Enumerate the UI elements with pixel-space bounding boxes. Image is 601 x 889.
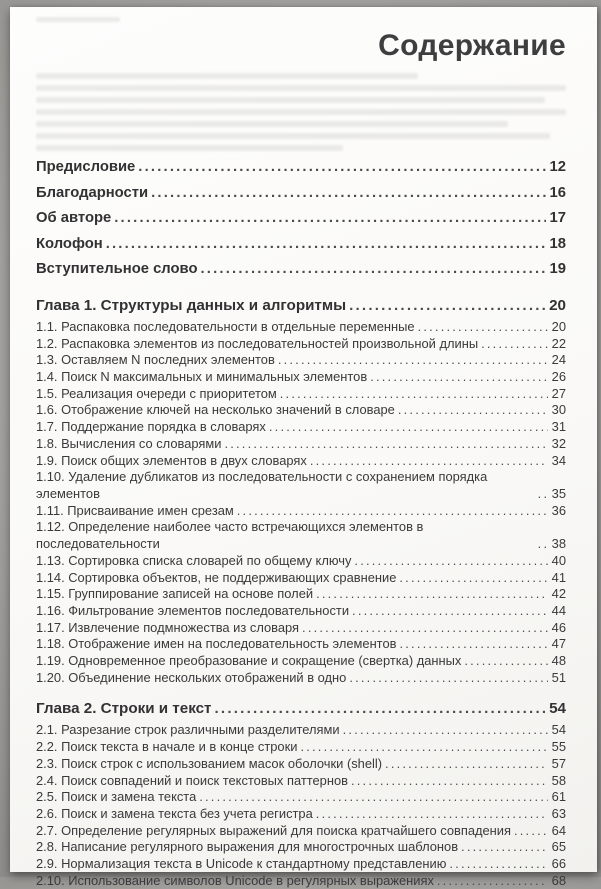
entry-label: 1.4. Поиск N максимальных и минимальных элементов	[36, 369, 368, 385]
dot-leader	[280, 386, 548, 403]
entry-label: 1.3. Оставляем N последних элементов	[36, 352, 275, 368]
dot-leader	[199, 789, 547, 806]
dot-leader	[464, 653, 547, 670]
entry-label: 2.1. Разрезание строк различными разделителями	[36, 722, 340, 738]
toc-entry-front	[36, 232, 566, 258]
entry-page-number: 20	[549, 296, 566, 314]
entry-page-number: 40	[551, 552, 566, 568]
toc-entry-section	[36, 519, 566, 552]
entry-page-number: 22	[551, 335, 566, 351]
toc-entry-section	[36, 636, 566, 653]
toc-entry-section	[36, 856, 566, 873]
dot-leader	[352, 603, 548, 620]
toc-entry-section	[36, 620, 566, 637]
toc-entry-section	[36, 436, 566, 453]
entry-label: 1.5. Реализация очереди с приоритетом	[36, 385, 277, 401]
toc-entry-section	[36, 756, 566, 773]
dot-leader	[201, 257, 546, 283]
toc-entry-section	[36, 319, 566, 336]
dot-leader	[138, 155, 545, 181]
entry-page-number: 38	[551, 536, 566, 552]
dot-leader	[418, 319, 548, 336]
entry-label: 1.11. Присваивание имен срезам	[36, 502, 234, 518]
entry-page-number: 24	[551, 352, 566, 368]
dot-leader	[514, 823, 548, 840]
toc-entry-section	[36, 789, 566, 806]
toc-entry-section	[36, 739, 566, 756]
entry-label: 1.13. Сортировка списка словарей по общему ключу	[36, 552, 352, 568]
dot-leader	[302, 620, 548, 637]
dot-leader	[399, 636, 547, 653]
dot-leader	[538, 536, 548, 553]
entry-page-number: 65	[551, 839, 566, 855]
toc-entry-section	[36, 603, 566, 620]
entry-page-number: 31	[551, 419, 566, 435]
toc-entry-section	[36, 336, 566, 353]
toc-entry-section	[36, 453, 566, 470]
toc-entry-front	[36, 206, 566, 232]
toc-entry-section	[36, 839, 566, 856]
entry-label: 1.6. Отображение ключей на несколько значений в словаре	[36, 402, 395, 418]
entry-label: 1.16. Фильтрование элементов последовательности	[36, 602, 350, 618]
dot-leader	[398, 402, 548, 419]
entry-page-number: 35	[551, 486, 566, 501]
dot-leader	[151, 181, 545, 207]
toc-entry-section	[36, 586, 566, 603]
entry-label: 1.9. Поиск общих элементов в двух словарях	[36, 452, 307, 468]
dot-leader	[269, 419, 548, 436]
entry-label: 2.2. Поиск текста в начале и в конце строки	[36, 739, 298, 755]
entry-label: 2.3. Поиск строк с использованием масок оболочки (shell)	[36, 755, 383, 771]
dot-leader	[481, 336, 548, 353]
entry-page-number: 66	[551, 856, 566, 872]
show-through-header	[36, 17, 120, 22]
toc-entry-section	[36, 570, 566, 587]
entry-label: 2.8. Написание регулярного выражения для многострочных шаблонов	[36, 839, 459, 855]
entry-page-number: 44	[551, 602, 566, 618]
chapter-heading	[36, 296, 566, 316]
entry-label: Вступительное слово	[36, 261, 198, 278]
entry-label: 1.12. Определение наиболее часто встречающихся элементов в последовательности	[36, 519, 424, 552]
dot-leader	[343, 722, 548, 739]
entry-label: Благодарности	[36, 184, 149, 201]
toc-entry-section	[36, 722, 566, 739]
entry-label: 1.18. Отображение имен на последовательность элементов	[36, 636, 397, 652]
dot-leader	[349, 670, 547, 687]
dot-leader	[316, 586, 548, 603]
entry-label: 2.4. Поиск совпадений и поиск текстовых паттернов	[36, 772, 348, 788]
entry-page-number: 68	[551, 872, 566, 888]
entry-label: Глава 1. Структуры данных и алгоритмы	[36, 296, 347, 314]
entry-label: 2.9. Нормализация текста в Unicode к стандартному представлению	[36, 856, 447, 872]
dot-leader	[106, 232, 546, 258]
entry-page-number: 54	[549, 700, 566, 718]
dot-leader	[437, 873, 548, 889]
entry-page-number: 30	[551, 402, 566, 418]
entry-label: 1.2. Распаковка элементов из последовательностей произвольной длины	[36, 335, 479, 351]
toc-entry-section	[36, 419, 566, 436]
entry-page-number: 41	[551, 569, 566, 585]
toc-entry-section	[36, 386, 566, 403]
dot-leader	[224, 436, 547, 453]
entry-label: 2.10. Использование символов Unicode в регулярных выражениях	[36, 872, 434, 888]
toc-entry-section	[36, 823, 566, 840]
toc-entry-section	[36, 352, 566, 369]
entry-label: Об авторе	[36, 210, 112, 227]
entry-page-number: 42	[551, 586, 566, 602]
entry-page-number: 16	[549, 184, 566, 201]
dot-leader	[538, 486, 548, 503]
entry-label: 1.10. Удаление дубликатов из последовательности с сохранением порядка элементов	[36, 469, 488, 501]
entry-label: 1.19. Одновременное преобразование и сокращение (свертка) данных	[36, 653, 462, 669]
dot-leader	[351, 773, 548, 790]
entry-page-number: 34	[551, 452, 566, 468]
entry-page-number: 47	[551, 636, 566, 652]
entry-label: 1.8. Вычисления со словарями	[36, 435, 222, 451]
toc-entry-section	[36, 653, 566, 670]
entry-page-number: 20	[551, 318, 566, 334]
entry-label: 2.7. Определение регулярных выражений для поиска кратчайшего совпадения	[36, 822, 511, 838]
dot-leader	[370, 369, 547, 386]
entry-label: Предисловие	[36, 159, 136, 175]
entry-label: 1.1. Распаковка последовательности в отдельные переменные	[36, 318, 415, 334]
entry-label: Глава 2. Строки и текст	[36, 700, 212, 718]
toc-entry-section	[36, 773, 566, 790]
entry-page-number: 26	[551, 369, 566, 385]
toc-entry-section	[36, 503, 566, 520]
entry-page-number: 46	[551, 619, 566, 635]
toc-entry-section	[36, 806, 566, 823]
entry-label: 2.5. Поиск и замена текста	[36, 789, 197, 805]
dot-leader	[449, 856, 547, 873]
entry-page-number: 61	[551, 789, 566, 805]
entry-page-number: 63	[551, 805, 566, 821]
dot-leader	[214, 699, 545, 719]
entry-page-number: 54	[551, 722, 566, 738]
entry-label: 1.14. Сортировка объектов, не поддерживающих сравнение	[36, 569, 397, 585]
entry-page-number: 36	[551, 502, 566, 518]
entry-page-number: 48	[551, 653, 566, 669]
dot-leader	[278, 352, 548, 369]
entry-page-number: 27	[551, 385, 566, 401]
entry-label: 1.20. Объединение нескольких отображений в одно	[36, 669, 347, 685]
entry-page-number: 58	[551, 772, 566, 788]
entry-label: Колофон	[36, 235, 103, 252]
entry-page-number: 17	[549, 210, 566, 227]
entry-page-number: 12	[549, 159, 566, 175]
show-through-text	[36, 73, 566, 157]
chapter-heading	[36, 699, 566, 719]
toc-entry-front	[36, 155, 566, 181]
page-title: Содержание	[378, 29, 566, 62]
front-matter-list	[36, 155, 566, 283]
toc-entry-front	[36, 257, 566, 283]
dot-leader	[385, 756, 548, 773]
toc-entry-section	[36, 369, 566, 386]
entry-page-number: 57	[551, 755, 566, 771]
entry-label: 1.15. Группирование записей на основе полей	[36, 586, 314, 602]
dot-leader	[237, 503, 548, 520]
dot-leader	[316, 806, 548, 823]
book-page	[10, 7, 597, 888]
toc-entry-section	[36, 873, 566, 889]
entry-page-number: 55	[551, 739, 566, 755]
toc-entry-section	[36, 553, 566, 570]
toc-entry-section	[36, 670, 566, 687]
entry-page-number: 18	[549, 235, 566, 252]
dot-leader	[349, 296, 545, 316]
entry-page-number: 32	[551, 435, 566, 451]
dot-leader	[399, 570, 547, 587]
toc-entry-front	[36, 181, 566, 207]
dot-leader	[354, 553, 547, 570]
entry-page-number: 19	[549, 261, 566, 278]
dot-leader	[310, 453, 548, 470]
chapters-list	[36, 296, 566, 889]
toc-entry-section	[36, 402, 566, 419]
entry-label: 1.7. Поддержание порядка в словарях	[36, 419, 266, 435]
toc-entry-section	[36, 469, 566, 502]
entry-page-number: 51	[551, 669, 566, 685]
dot-leader	[114, 206, 545, 232]
entry-label: 2.6. Поиск и замена текста без учета регистра	[36, 805, 313, 821]
entry-page-number: 64	[551, 822, 566, 838]
dot-leader	[300, 739, 547, 756]
entry-label: 1.17. Извлечение подмножества из словаря	[36, 619, 300, 635]
dot-leader	[461, 839, 548, 856]
